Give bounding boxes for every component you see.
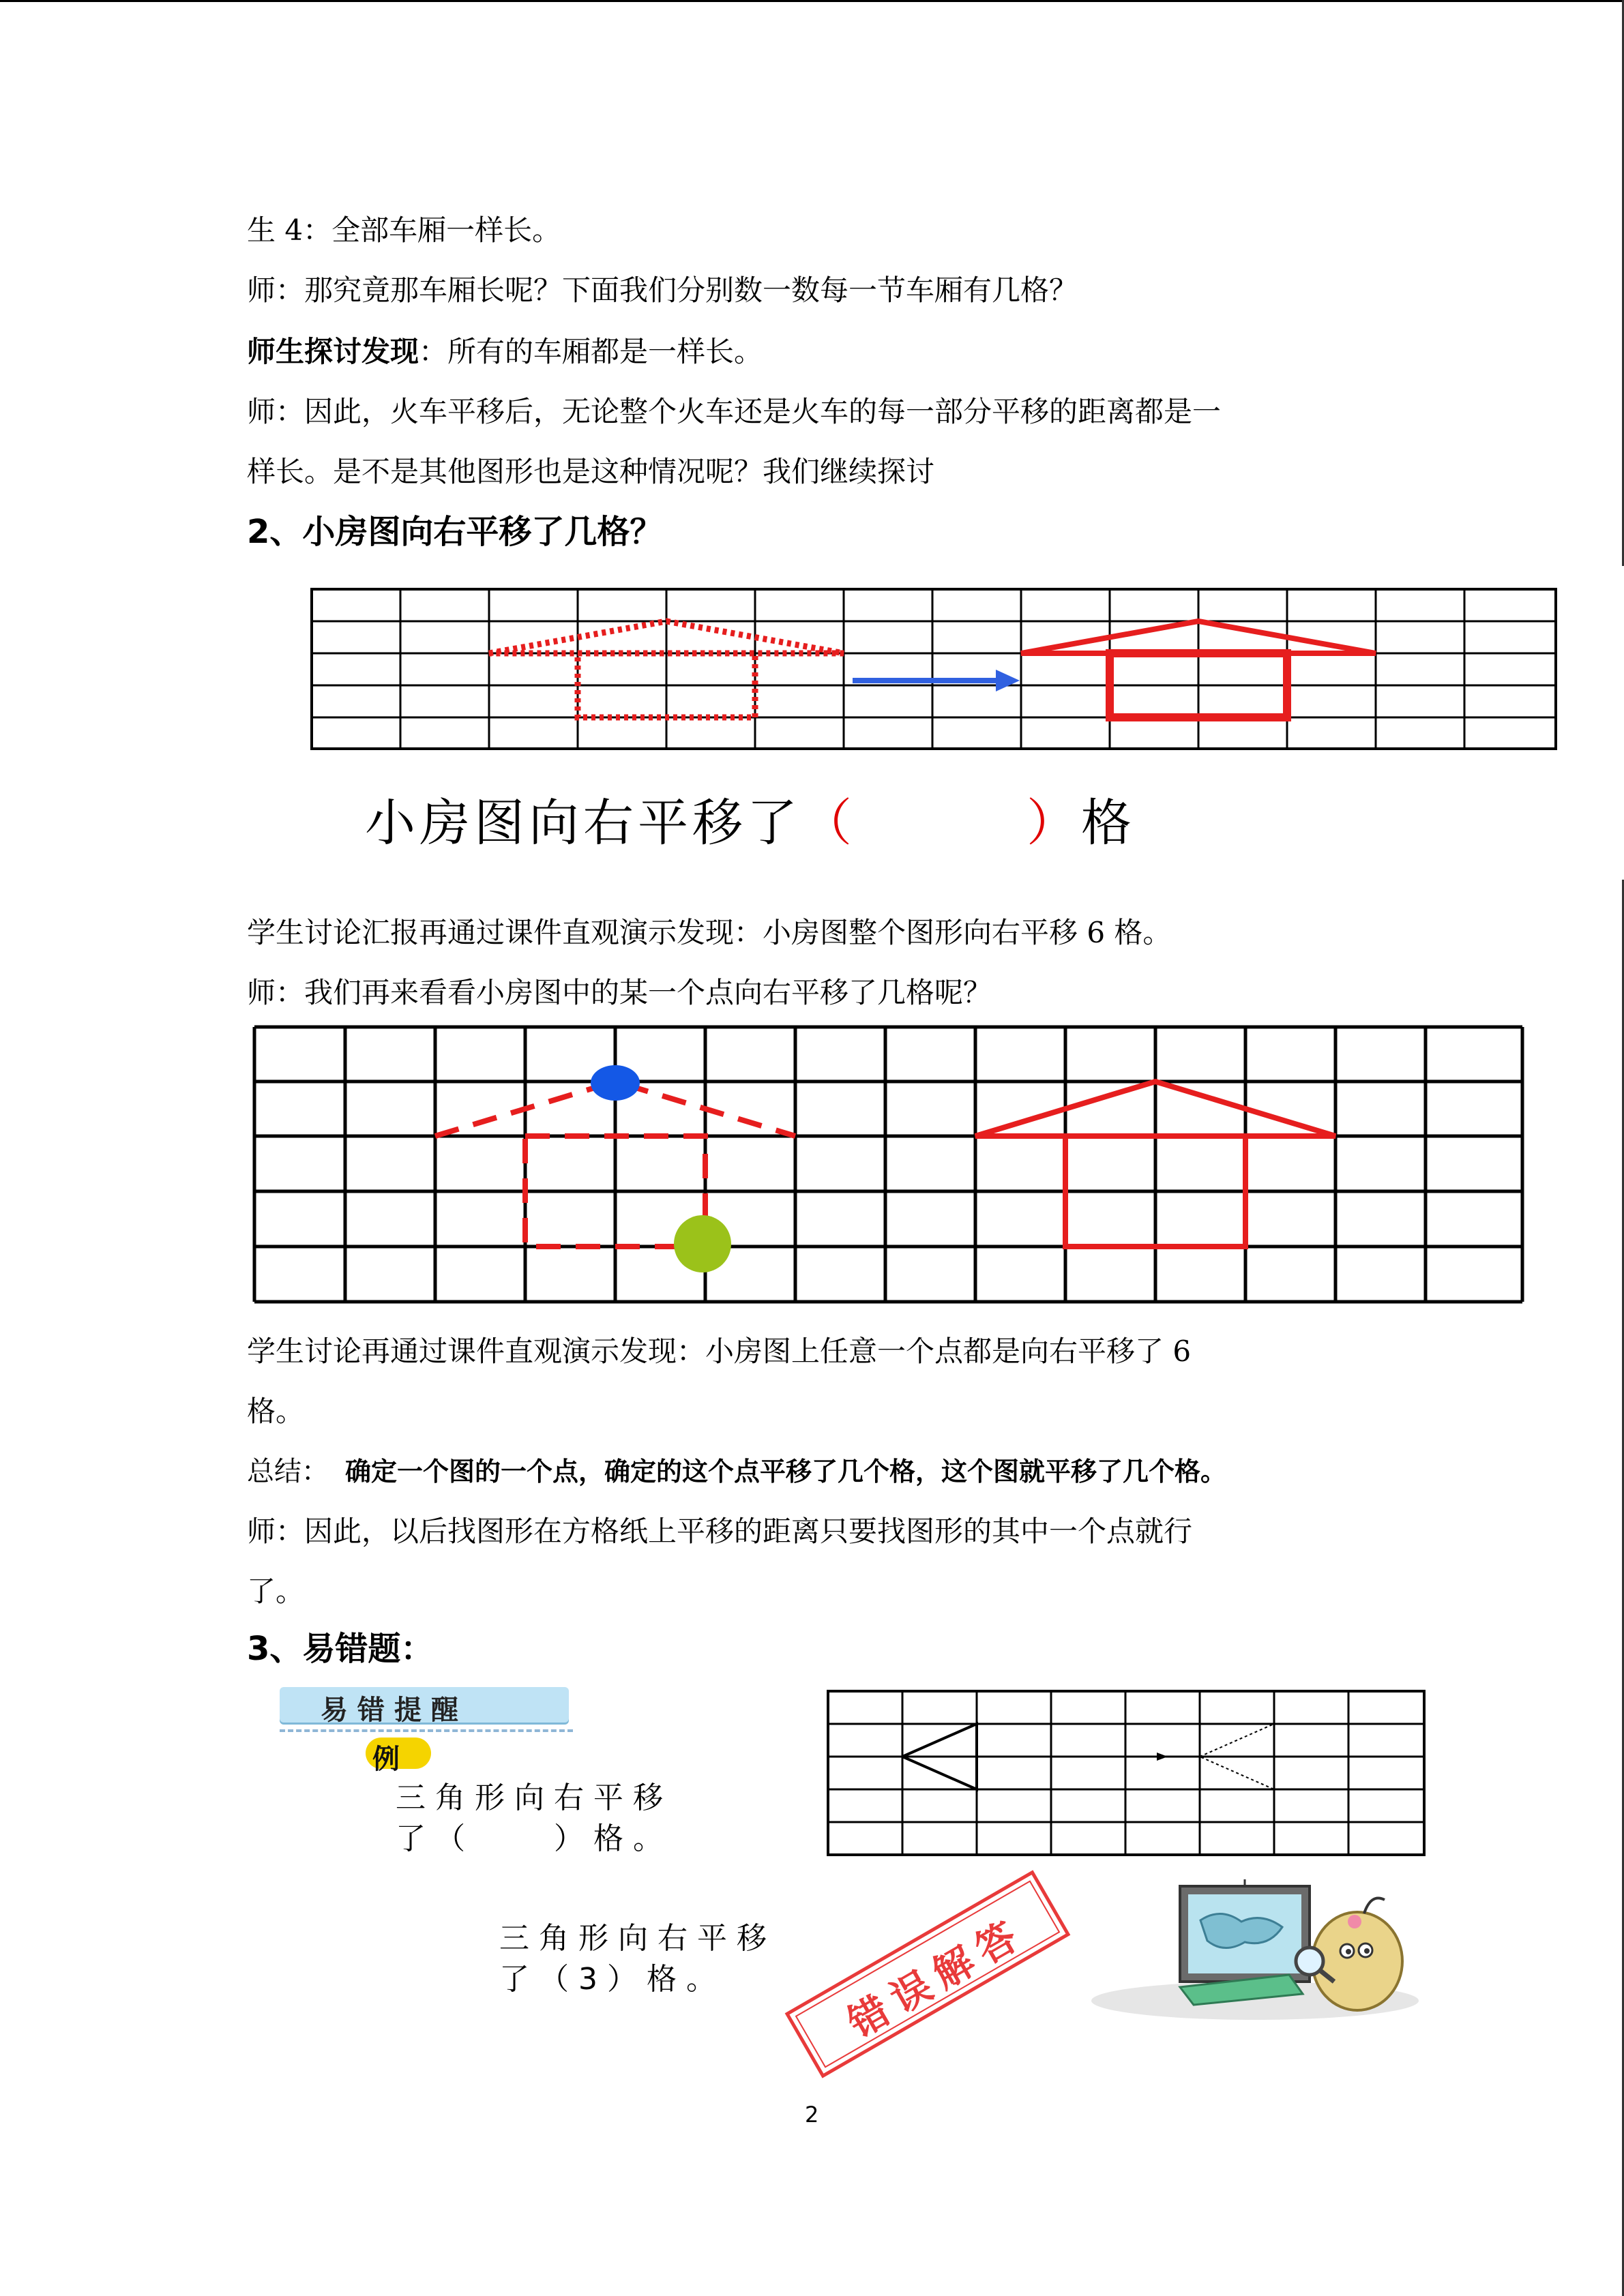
section-heading: 3、易错题： xyxy=(247,1630,434,1668)
wrong-answer-stamp xyxy=(785,1870,1071,2078)
grid-lines xyxy=(254,1027,1522,1302)
paragraph-text: ：所有的车厢都是一样长。 xyxy=(419,335,763,368)
paragraph: 师：因此，火车平移后，无论整个火车还是火车的每一部分平移的距离都是一 xyxy=(247,395,1222,428)
banner-text: 易错提醒 xyxy=(321,1695,468,1726)
bold-label: 师生探讨发现 xyxy=(247,335,419,368)
paragraph: 师：因此，以后找图形在方格纸上平移的距离只要找图形的其中一个点就行 xyxy=(247,1515,1193,1548)
summary-label: 总结： xyxy=(247,1456,329,1487)
point-grid-figure xyxy=(252,1024,1525,1305)
close-paren: ） xyxy=(1027,794,1081,852)
arrow-head xyxy=(1157,1753,1168,1761)
top-border xyxy=(0,0,1624,2)
answer-line: 三角形向右平移 xyxy=(499,1921,776,1956)
page-number: 2 xyxy=(805,2102,819,2128)
shift-arrow xyxy=(853,670,1020,691)
dashed-separator xyxy=(280,1729,573,1732)
section-heading: 2、小房图向右平移了几格？ xyxy=(247,513,663,551)
paragraph: 师：那究竟那车厢长呢？下面我们分别数一数每一节车厢有几格？ xyxy=(247,273,1078,307)
badge-text: 例 xyxy=(372,1744,400,1775)
paragraph: 格。 xyxy=(247,1395,305,1428)
character-map-illustration xyxy=(1084,1879,1426,2023)
paragraph: 学生讨论汇报再通过课件直观演示发现：小房图整个图形向右平移 6 格。 xyxy=(247,916,1172,949)
house-grid-figure xyxy=(310,588,1559,751)
paragraph: 师：我们再来看看小房图中的某一个点向右平移了几格呢？ xyxy=(247,976,992,1009)
stamp-text: 错误解答 xyxy=(840,1908,1034,2047)
paragraph: 样长。是不是其他图形也是这种情况呢？我们继续探讨 xyxy=(247,455,935,488)
question-end: 格 xyxy=(1081,794,1136,852)
blue-point xyxy=(591,1065,640,1101)
green-point xyxy=(674,1215,731,1272)
open-paren: （ xyxy=(801,794,856,852)
question-line: 了（ ）格。 xyxy=(396,1821,673,1856)
grid-lines xyxy=(312,589,1556,749)
example-badge xyxy=(366,1738,431,1775)
grid-lines xyxy=(828,1691,1424,1855)
hair-bow xyxy=(1348,1915,1361,1928)
error-banner xyxy=(280,1687,569,1726)
magnifier-glass xyxy=(1296,1948,1323,1975)
paragraph: 生 4：全部车厢一样长。 xyxy=(247,213,561,247)
summary-text: 确定一个图的一个点，确定的这个点平移了几个格，这个图就平移了几个格。 xyxy=(345,1457,1227,1487)
question-line: 三角形向右平移 xyxy=(396,1780,673,1815)
answer-line: 了（3）格。 xyxy=(499,1962,726,1997)
triangle-grid-figure xyxy=(827,1690,1426,1856)
house-question xyxy=(365,783,1136,855)
question-text: 小房图向右平移了 xyxy=(365,794,801,852)
paragraph: 了。 xyxy=(247,1575,305,1608)
paragraph xyxy=(247,333,763,371)
summary xyxy=(247,1452,1226,1491)
hair-curl xyxy=(1364,1898,1385,1914)
paragraph: 学生讨论再通过课件直观演示发现：小房图上任意一个点都是向右平移了 6 xyxy=(247,1335,1192,1368)
